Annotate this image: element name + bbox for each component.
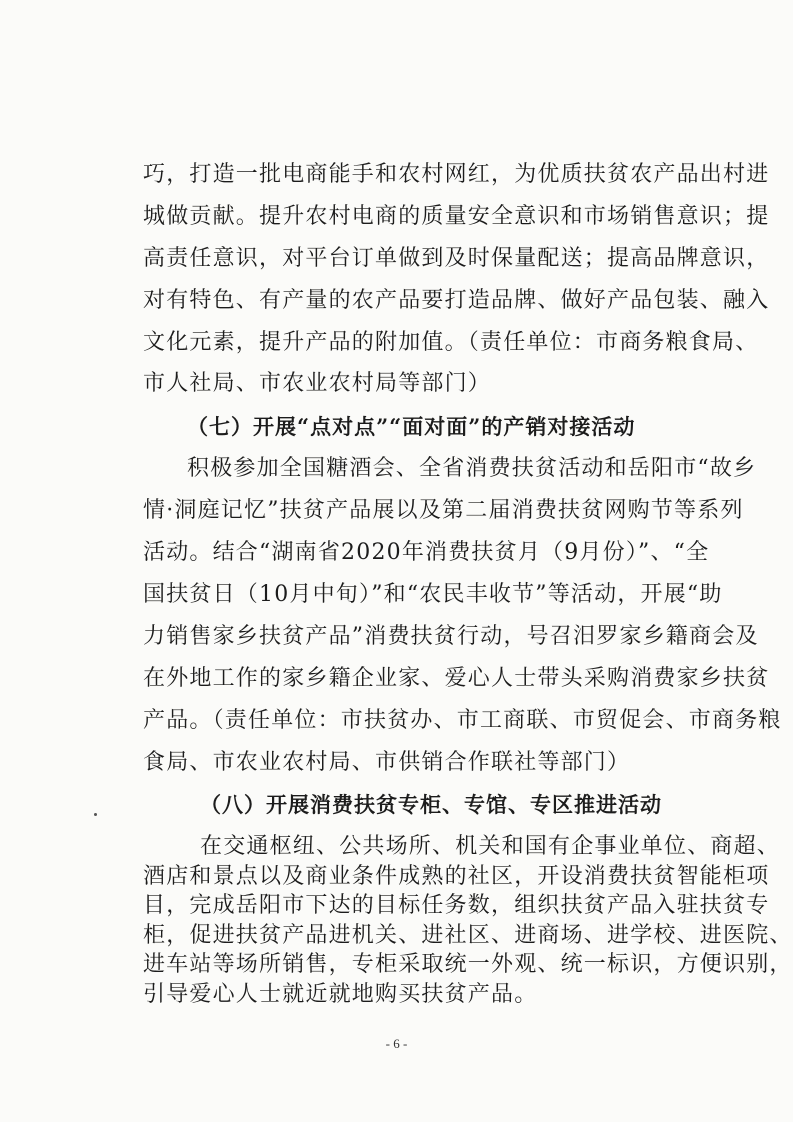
paragraph-line: 食局、市农业农村局、市供销合作联社等部门）: [143, 750, 631, 775]
paragraph-line: 产品。（责任单位：市扶贫办、市工商联、市贸促会、市商务粮: [143, 708, 782, 733]
paragraph-line: 目，完成岳阳市下达的目标任务数，组织扶贫产品入驻扶贫专: [143, 893, 770, 918]
paragraph-line: 引导爱心人士就近就地购买扶贫产品。: [143, 981, 538, 1007]
paragraph-line: 巧，打造一批电商能手和农村网红，为优质扶贫农产品出村进: [143, 162, 770, 187]
paragraph-line: 对有特色、有产量的农产品要打造品牌、做好产品包装、融入: [143, 288, 770, 313]
paragraph-line: 情·洞庭记忆”扶贫产品展以及第二届消费扶贫网购节等系列: [143, 498, 744, 523]
paragraph-line: 活动。结合“湖南省2020年消费扶贫月（9月份）”、“全: [143, 540, 710, 565]
paragraph-line: 柜，促进扶贫产品进机关、进社区、进商场、进学校、进医院、: [143, 922, 793, 948]
paragraph-line: 在交通枢纽、公共场所、机关和国有企事业单位、商超、: [200, 834, 781, 859]
paragraph-line: 市人社局、市农业农村局等部门）: [143, 371, 492, 396]
paragraph-line: 进车站等场所销售，专柜采取统一外观、统一标识，方便识别，: [143, 952, 793, 977]
paragraph-line: 国扶贫日（10月中旬）”和“农民丰收节”等活动，开展“助: [143, 582, 723, 607]
section-heading-8: （八）开展消费扶贫专柜、专馆、专区推进活动: [200, 792, 662, 817]
paragraph-line: 在外地工作的家乡籍企业家、爱心人士带头采购消费家乡扶贫: [143, 666, 770, 691]
page-number: - 6 -: [385, 1036, 408, 1051]
paragraph-line: 高责任意识，对平台订单做到及时保量配送；提高品牌意识，: [143, 246, 770, 271]
paragraph-line: 积极参加全国糖酒会、全省消费扶贫活动和岳阳市“故乡: [187, 456, 757, 481]
paragraph-line: 文化元素，提升产品的附加值。（责任单位：市商务粮食局、: [143, 330, 759, 355]
scan-speck: [94, 813, 97, 816]
section-heading-7: （七）开展“点对点”“面对面”的产销对接活动: [187, 414, 636, 439]
paragraph-line: 力销售家乡扶贫产品”消费扶贫行动，号召汨罗家乡籍商会及: [143, 624, 759, 649]
paragraph-line: 酒店和景点以及商业条件成熟的社区，开设消费扶贫智能柜项: [143, 863, 770, 889]
paragraph-line: 城做贡献。提升农村电商的质量安全意识和市场销售意识；提: [143, 204, 770, 229]
